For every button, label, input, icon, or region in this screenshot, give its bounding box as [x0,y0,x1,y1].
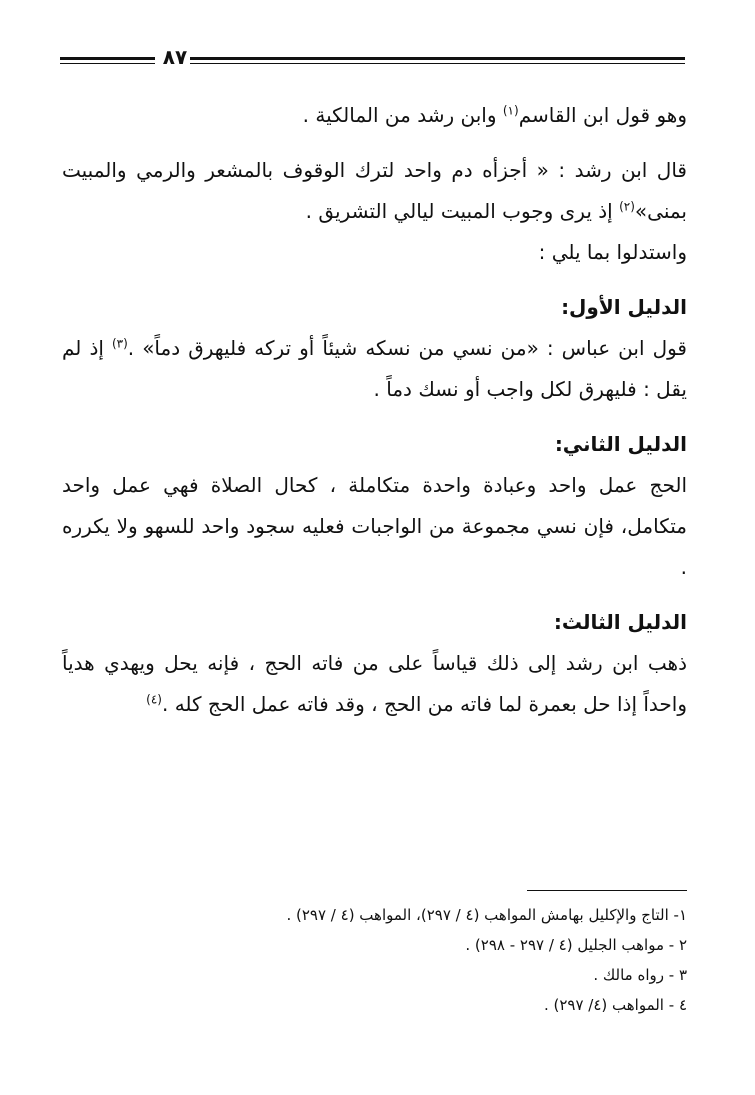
footnote-1: ١- التاج والإكليل بهامش المواهب (٤ / ٢٩٧)، المواهب (٤ / ٢٩٧) . [286,906,687,924]
paragraph-1-text: وهو قول ابن القاسم [518,103,687,127]
header-rule-left [60,57,155,60]
header-rule-left-thin [60,63,155,64]
footnote-divider [527,890,687,891]
heading-second-evidence: الدليل الثاني: [554,432,687,456]
footnote-3: ٣ - رواه مالك . [593,966,687,984]
footnote-ref-4: (٤) [146,692,162,707]
heading-first-evidence: الدليل الأول: [561,295,687,319]
paragraph-2-cont: إذ يرى وجوب المبيت ليالي التشريق . [305,199,620,223]
footnotes [62,900,687,1020]
paragraph-4-cont: إذ لم يقل : فليهرق لكل واجب أو نسك دماً . [62,336,687,401]
page-number: ٨٧ [162,45,188,69]
header-rule-right-thin [190,63,685,64]
page-header [60,45,685,72]
paragraph-6 [62,643,687,725]
paragraph-5: الحج عمل واحد وعبادة واحدة متكاملة ، كحال الصلاة فهي عمل واحد متكامل، فإن نسي مجموعة من الواجبات فعليه سجود واحد للسهو ولا يكرره . [62,473,687,579]
paragraph-1-cont: وابن رشد من المالكية . [302,103,503,127]
paragraph-1 [62,95,687,136]
paragraph-4 [62,328,687,410]
footnote-4: ٤ - المواهب (٤/ ٢٩٧) . [543,996,687,1014]
paragraph-6-text: ذهب ابن رشد إلى ذلك قياساً على من فاته الحج ، فإنه يحل ويهدي هدياً واحداً إذا حل بعمرة لما فاته من الحج ، وقد فاته عمل الحج كله . [62,651,687,716]
main-text [62,95,687,725]
paragraph-2 [62,150,687,232]
footnote-2: ٢ - مواهب الجليل (٤ / ٢٩٧ - ٢٩٨) . [465,936,687,954]
footnote-ref-2: (٢) [619,199,635,214]
paragraph-4-text: قول ابن عباس : «من نسي من نسكه شيئاً أو تركه فليهرق دماً» . [127,336,687,360]
heading-third-evidence: الدليل الثالث: [553,610,687,634]
paragraph-3: واستدلوا بما يلي : [538,240,687,264]
footnote-ref-1: (١) [502,103,519,118]
paragraph-2-text: قال ابن رشد : « أجزأه دم واحد لترك الوقوف بالمشعر والرمي والمبيت بمنى» [62,158,687,223]
footnote-ref-3: (٣) [111,336,128,351]
header-rule-right [190,57,685,60]
